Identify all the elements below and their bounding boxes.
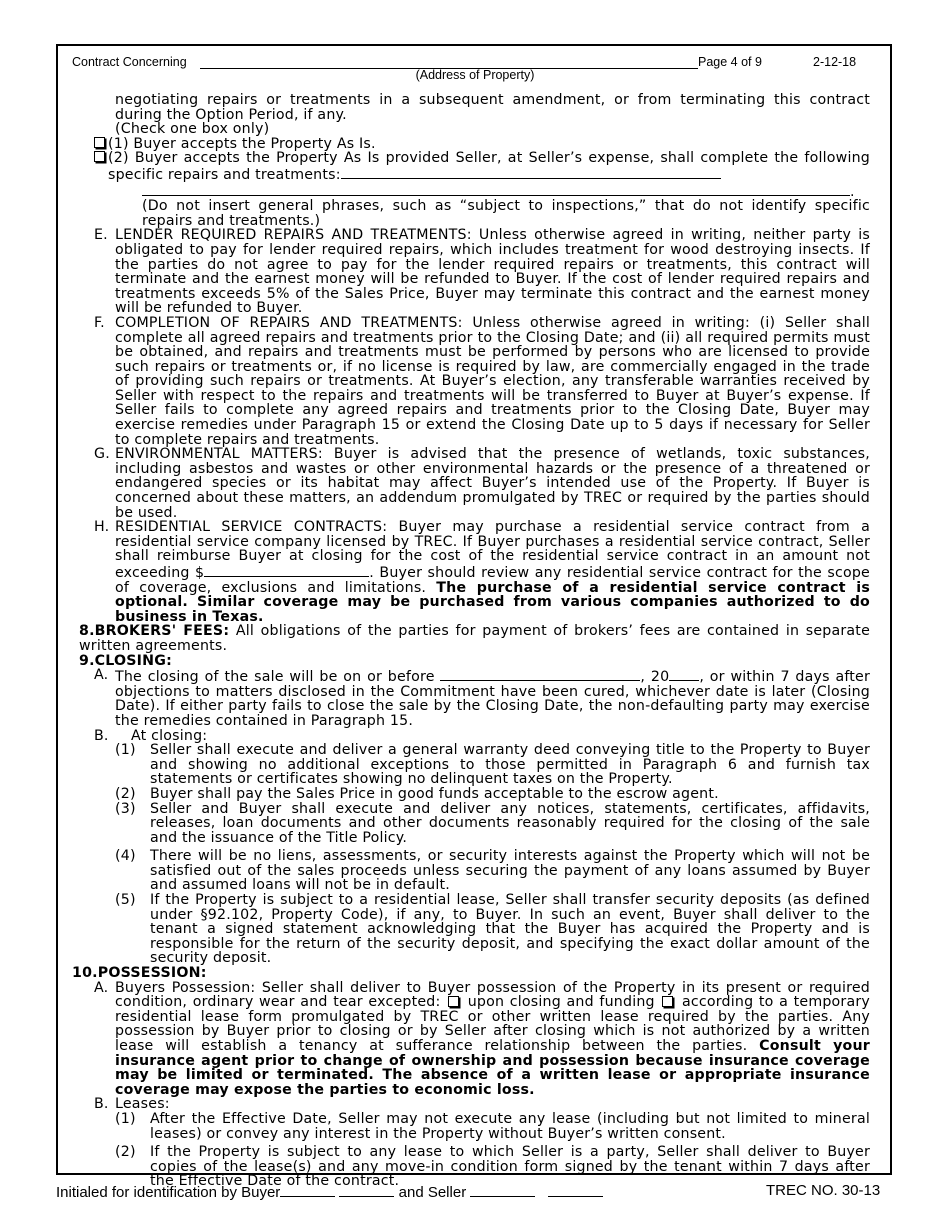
initials-row [56,1182,603,1201]
section-f [72,316,870,447]
address-caption: (Address of Property) [415,68,535,82]
closing-items [72,743,870,966]
item-text: After the Effective Date, Seller may not execute any lease (including but not limited to mineral leases) or convey any interest in the Property without Buyer’s written consent. [150,1110,870,1142]
item-number: (2) [115,785,136,802]
section-9a-text-2: , 20 [640,669,670,686]
section-g-text: ENVIRONMENTAL MATTERS: Buyer is advised that the presence of wetlands, toxic substances, including asbestos and wastes or other environmental hazards or the presence of a threatened or endangered species or its habitat may affect Buyer’s intended use of the Property. If Buyer is concerned about these matters, an addendum promulgated by TREC or required by the parties should be used. [115,446,870,521]
item-text: There will be no liens, assessments, or security interests against the Property which will not be satisfied out of the sales proceeds unless securing the payment of any loans assumed by Buyer and assumed loans will not be in default. [150,848,870,894]
section-9a [72,668,870,728]
form-number: TREC NO. 30-13 [766,1182,881,1199]
item-number: (2) [115,1144,136,1161]
numbered-item [72,802,870,846]
numbered-item [72,743,870,787]
section-e-label: E. [94,227,108,244]
initialed-label: Initialed for identification by Buyer [56,1184,281,1201]
contract-concerning-label: Contract Concerning [72,55,187,69]
repairs-note-text: (Do not insert general phrases, such as “subject to inspections,” that do not identify specific repairs and treatments.) [142,198,870,229]
section-9b-label: B. [94,727,109,744]
section-9a-label: A. [94,667,109,684]
possession-lease-text: according to a temporary residential lease form promulgated by TREC or other written lease required by the parties. Any possession by Buyer prior to closing or by Seller after closing which is not authorized by a written lease will establish a tenancy at sufferance relationship between the parties. [115,994,870,1054]
section-10b-text: Leases: [115,1096,170,1113]
numbered-item [72,1112,870,1141]
section-h-bold-text: The purchase of a residential service contract is optional. Similar coverage may be purchased from various companies authorized to do business in Texas. [115,579,870,625]
section-h-label: H. [94,519,110,536]
numbered-item [72,787,870,802]
section-e-text: LENDER REQUIRED REPAIRS AND TREATMENTS: Unless otherwise agreed in writing, neither party is obligated to pay for lender required repairs, which includes treatment for wood destroying insects. If the parties do not agree to pay for the lender required repairs or treatments, this contract will terminate and the earnest money will be refunded to Buyer. If the cost of lender required repairs and treatments exceeds 5% of the Sales Price, Buyer may terminate this contract and the earnest money will be refunded to Buyer. [115,227,870,317]
possession-lease-checkbox[interactable] [662,996,673,1007]
section-f-text: COMPLETION OF REPAIRS AND TREATMENTS: Unless otherwise agreed in writing: (i) Seller shall complete all agreed repairs and treatments prior to the Closing Date; and (ii) all required permits must be obtained, and repairs and treatments must be performed by persons who are licensed to provide such repairs or treatments or, if no license is required by law, are commercially engaged in the trade of providing such repairs or treatments. At Buyer’s election, any transferable warranties received by Seller with respect to the repairs and treatments will be transferred to Buyer at Buyer’s expense. If Seller fails to complete any agreed repairs and treatments prior to the Closing Date, Buyer may exercise remedies under Paragraph 15 or extend the Closing Date up to 5 days if necessary for Seller to complete repairs and treatments. [115,314,870,448]
item-number: (3) [115,800,136,817]
item-number: (5) [115,892,136,909]
section-8-text: All obligations of the parties for payment of brokers’ fees are contained in separate written agreements. [79,623,870,654]
closing-date-field[interactable] [440,668,640,681]
section-9a-text-1: The closing of the sale will be on or before [115,669,435,686]
item-text: Seller shall execute and deliver a general warranty deed conveying title to the Property to Buyer and showing no additional exceptions to those permitted in Paragraph 6 and furnish tax statements or certificates showing no delinquent taxes on the Property. [150,742,870,788]
section-9b-text: At closing: [131,727,208,744]
section-d-text: negotiating repairs or treatments in a subsequent amendment, or from terminating this contract during the Option Period, if any. [115,92,870,123]
lease-items [72,1112,870,1189]
seller-initial-1[interactable] [470,1182,535,1197]
possession-closing-checkbox[interactable] [448,996,459,1007]
section-h-text-a: RESIDENTIAL SERVICE CONTRACTS: Buyer may purchase a residential service contract from a residential service company licensed by TREC. If Buyer purchases a residential service contract, Seller shall reimburse Buyer at closing for the cost of the residential service contract in an amount not exceeding $ [115,519,870,581]
option-2-checkbox[interactable] [94,151,105,162]
item-number: (1) [115,1110,136,1127]
item-text: Seller and Buyer shall execute and deliver any notices, statements, certificates, affidavits, releases, loan documents and other documents reasonably required for the closing of the sale and the issuance of the Title Policy. [150,800,870,846]
section-10-heading-row [72,966,870,981]
section-9b [72,729,870,744]
possession-closing-text: upon closing and funding [467,994,655,1011]
option-1-checkbox[interactable] [94,137,105,148]
option-1-text: (1) Buyer accepts the Property As Is. [108,135,376,152]
numbered-item [72,849,870,893]
section-9-heading: 9.CLOSING: [79,652,172,669]
item-text: If the Property is subject to any lease to which Seller is a party, Seller shall deliver to Buyer copies of the lease(s) and any move-in condition form signed by the tenant within 7 days after the Effective Date of the contract. [150,1144,870,1190]
section-g-label: G. [94,446,110,463]
check-one-note: (Check one box only) [115,121,270,138]
seller-initial-2[interactable] [548,1182,603,1197]
section-10b [72,1097,870,1112]
closing-year-field[interactable] [669,668,699,681]
and-seller-label: and Seller [398,1184,467,1201]
section-9a-text-3: , or within 7 days after objections to matters disclosed in the Commitment have been cured, whichever date is later (Closing Date). If either party fails to close the sale by the Closing Date, the non-defaulting party may exercise the remedies contained in Paragraph 15. [115,669,871,729]
section-h-text-b: . Buyer should review any residential service contract for the scope of coverage, exclusions and limitations. [115,565,870,596]
section-8 [72,624,870,653]
section-e [72,228,870,316]
section-10-heading: 10.POSSESSION: [72,965,207,982]
section-9-heading-row [72,654,870,669]
option-2-row [72,151,870,182]
section-10a [72,981,870,1098]
item-text: If the Property is subject to a residential lease, Seller shall transfer security deposits (as defined under §92.102, Property Code), if any, to Buyer. In such an event, Buyer shall deliver to the tenant a signed statement acknowledging that the Buyer has acquired the Property and is responsible for the return of the security deposit, and specifying the exact dollar amount of the security deposit. [150,892,870,967]
repairs-field-row: . [72,183,870,200]
service-contract-amount-field[interactable] [204,564,369,577]
numbered-item [72,893,870,966]
item-number: (1) [115,742,136,759]
section-d-continuation [72,93,870,137]
section-f-label: F. [94,314,105,331]
option-2-text: (2) Buyer accepts the Property As Is provided Seller, at Seller’s expense, shall complete the following specific repairs and treatments: [108,150,870,183]
section-8-heading: 8.BROKERS' FEES: [79,623,230,640]
section-10a-bold-text: Consult your insurance agent prior to change of ownership and possession because insurance coverage may be limited or terminated. The absence of a written lease or appropriate insurance coverage may expose the parties to economic loss. [115,1038,870,1098]
document-body [72,93,870,1189]
section-g [72,447,870,520]
buyer-initial-1[interactable] [280,1182,335,1197]
section-10a-label: A. [94,979,109,996]
page-number: Page 4 of 9 [698,55,762,69]
repairs-field-2[interactable] [142,183,850,196]
section-10b-label: B. [94,1096,109,1113]
section-h [72,520,870,624]
section-10a-text: Buyers Possession: Seller shall deliver to Buyer possession of the Property in its present or required condition, ordinary wear and tear excepted: [115,979,870,1011]
item-text: Buyer shall pay the Sales Price in good funds acceptable to the escrow agent. [150,785,719,802]
form-date: 2-12-18 [813,55,857,69]
repairs-note [72,199,870,228]
item-number: (4) [115,848,136,865]
option-1-row [72,137,870,152]
buyer-initial-2[interactable] [339,1182,394,1197]
repairs-field-1[interactable] [341,166,721,179]
